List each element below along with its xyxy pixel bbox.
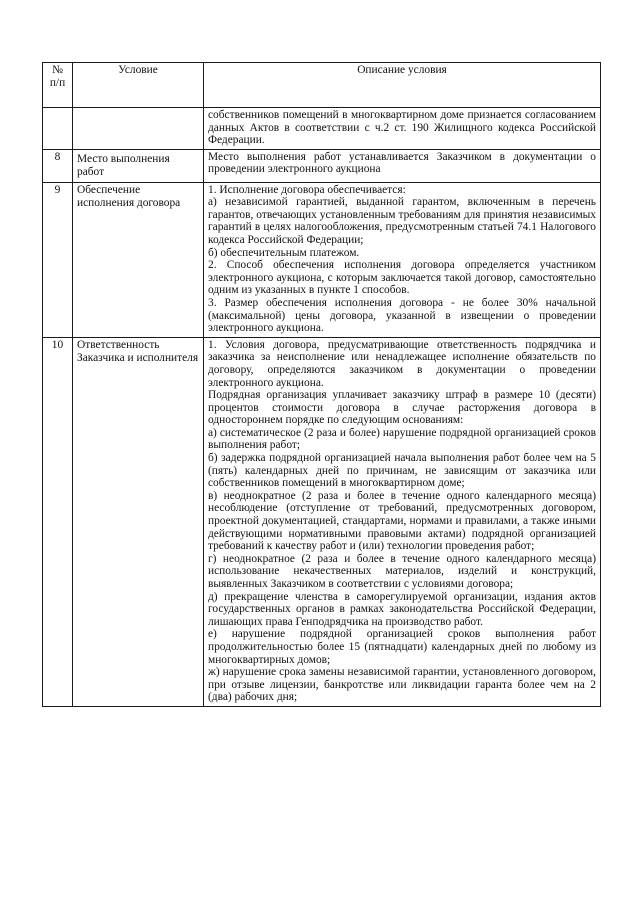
row-description	[204, 149, 601, 182]
table-row	[43, 337, 601, 706]
description-paragraph: а) независимой гарантией, выданной гарантом, включенным в перечень гарантов, отвечающих установленным требованиям для принятия независимых гарантий в целях налогообложения, предусмотренным статьей 74.1 Налогового кодекса Российской Федерации;	[208, 196, 596, 246]
table-header-row	[43, 63, 601, 108]
description-paragraph: Место выполнения работ устанавливается Заказчиком в документации о проведении электронного аукциона	[208, 150, 596, 176]
header-description: Описание условия	[204, 63, 601, 108]
header-condition: Условие	[73, 63, 204, 108]
row-number	[43, 108, 73, 150]
description-paragraph: в) неоднократное (2 раза и более в течение одного календарного месяца) несоблюдение (отступление от требований, предусмотренных договором, проектной документацией, стандартами, нормами и правилами, а также иными действующими нормативными правовыми актами) подрядной организацией требований к качеству работ и (или) технологии проведения работ;	[208, 489, 596, 553]
row-condition: Обеспечение исполнения договора	[73, 182, 204, 337]
row-number: 9	[43, 182, 73, 337]
description-paragraph: 1. Условия договора, предусматривающие ответственность подрядчика и заказчика за неисполнение или ненадлежащее исполнение обязательств по договору, определяются заказчиком в документации о проведении электронного аукциона.	[208, 338, 596, 389]
conditions-table	[42, 62, 601, 707]
description-paragraph: Подрядная организация уплачивает заказчику штраф в размере 10 (десяти) процентов стоимости договора в случае расторжения договора в одностороннем порядке по следующим основаниям:	[208, 389, 596, 427]
row-description	[204, 337, 601, 706]
description-paragraph: б) задержка подрядной организацией начала выполнения работ более чем на 5 (пять) календарных дней по причинам, не зависящим от заказчика или собственников помещений в многоквартирном доме;	[208, 452, 596, 490]
description-paragraph: 3. Размер обеспечения исполнения договора - не более 30% начальной (максимальной) цены договора, указанной в извещении о проведении электронного аукциона.	[208, 296, 596, 335]
table-row	[43, 108, 601, 150]
row-number: 8	[43, 149, 73, 182]
description-paragraph: б) обеспечительным платежом.	[208, 246, 360, 259]
row-condition	[73, 108, 204, 150]
description-paragraph: г) неоднократное (2 раза и более в течение одного календарного месяца) использование некачественных материалов, изделий и конструкций, выявленных Заказчиком в соответствии с условиями договора;	[208, 552, 596, 590]
description-paragraph: а) систематическое (2 раза и более) нарушение подрядной организацией сроков выполнения работ;	[208, 426, 596, 452]
row-condition: Ответственность Заказчика и исполнителя	[73, 337, 204, 706]
row-number: 10	[43, 337, 73, 706]
description-paragraph: д) прекращение членства в саморегулируемой организации, издания актов государственных органов в рамках законодательства Российской Федерации, лишающих права Генподрядчика на производство работ.	[208, 590, 596, 628]
header-number: № п/п	[43, 63, 73, 108]
row-condition: Место выполнения работ	[73, 149, 204, 182]
description-paragraph: е) нарушение подрядной организацией сроков выполнения работ продолжительностью более 15 (пятнадцати) календарных дней по любому из многоквартирных домов;	[208, 628, 596, 666]
row-description	[204, 182, 601, 337]
table-row	[43, 149, 601, 182]
row-description	[204, 108, 601, 150]
description-paragraph: собственников помещений в многоквартирном доме признается согласованием данных Актов в соответствии с ч.2 ст. 190 Жилищного кодекса Российской Федерации.	[208, 109, 596, 147]
description-paragraph: 2. Способ обеспечения исполнения договора определяется участником электронного аукциона, с которым заключается такой договор, самостоятельно одним из указанных в пункте 1 способов.	[208, 259, 596, 297]
table-row	[43, 182, 601, 337]
description-paragraph: 1. Исполнение договора обеспечивается:	[208, 183, 406, 196]
description-paragraph: ж) нарушение срока замены независимой гарантии, установленного договором, при отзыве лицензии, банкротстве или ликвидации гаранта более чем на 2 (два) рабочих дня;	[208, 666, 596, 704]
